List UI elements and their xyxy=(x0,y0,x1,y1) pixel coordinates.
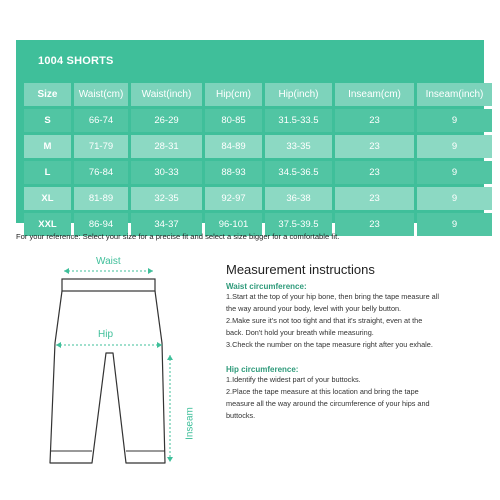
waist-instruction-line: 1.Start at the top of your hip bone, then bring the tape measure all xyxy=(226,292,439,301)
table-cell: 32-35 xyxy=(131,187,202,210)
table-cell: 92-97 xyxy=(205,187,262,210)
table-cell: 33-35 xyxy=(265,135,332,158)
table-cell: 9 xyxy=(417,213,492,236)
instructions-title: Measurement instructions xyxy=(226,262,375,277)
column-header: Inseam(inch) xyxy=(417,83,492,106)
column-header: Hip(inch) xyxy=(265,83,332,106)
table-cell: 23 xyxy=(335,109,414,132)
table-cell: 23 xyxy=(335,135,414,158)
table-cell-size: L xyxy=(24,161,71,184)
table-cell: 81-89 xyxy=(74,187,128,210)
table-cell: 37.5-39.5 xyxy=(265,213,332,236)
table-cell: 23 xyxy=(335,213,414,236)
hip-instruction-line: 2.Place the tape measure at this location and bring the tape xyxy=(226,387,419,396)
table-cell: 9 xyxy=(417,109,492,132)
waist-instruction-line: back. Don't hold your breath while measuring. xyxy=(226,328,374,337)
waist-instruction-line: the way around your body, level with your belly button. xyxy=(226,304,402,313)
column-header: Size xyxy=(24,83,71,106)
reference-note: For your reference: Select your size for a precise fit and select a size bigger for a comfortable fit. xyxy=(16,232,340,241)
table-cell-size: XL xyxy=(24,187,71,210)
table-cell: 88-93 xyxy=(205,161,262,184)
column-header: Inseam(cm) xyxy=(335,83,414,106)
hip-label: Hip xyxy=(98,329,114,340)
shorts-outline-icon xyxy=(40,250,210,485)
table-cell: 96-101 xyxy=(205,213,262,236)
table-cell: 9 xyxy=(417,187,492,210)
waist-label: Waist xyxy=(96,256,121,267)
table-cell: 9 xyxy=(417,161,492,184)
waist-heading: Waist circumference: xyxy=(226,282,307,291)
table-cell-size: S xyxy=(24,109,71,132)
table-cell: 66-74 xyxy=(74,109,128,132)
hip-instruction-line: measure all the way around the circumference of your hips and xyxy=(226,399,430,408)
size-chart-panel xyxy=(16,40,484,230)
hip-instruction-line: 1.Identify the widest part of your buttocks. xyxy=(226,375,361,384)
table-cell: 80-85 xyxy=(205,109,262,132)
waist-instruction-line: 3.Check the number on the tape measure right after you exhale. xyxy=(226,340,433,349)
table-cell: 86-94 xyxy=(74,213,128,236)
table-cell: 26-29 xyxy=(131,109,202,132)
table-cell: 84-89 xyxy=(205,135,262,158)
table-cell-size: M xyxy=(24,135,71,158)
column-header: Waist(inch) xyxy=(131,83,202,106)
table-cell: 71-79 xyxy=(74,135,128,158)
table-cell: 34.5-36.5 xyxy=(265,161,332,184)
table-cell: 9 xyxy=(417,135,492,158)
hip-instruction-line: buttocks. xyxy=(226,411,256,420)
hip-heading: Hip circumference: xyxy=(226,365,299,374)
table-cell-size: XXL xyxy=(24,213,71,236)
measurement-instructions xyxy=(226,262,488,422)
shorts-diagram xyxy=(40,250,210,485)
table-cell: 28-31 xyxy=(131,135,202,158)
size-table xyxy=(24,83,492,236)
table-cell: 34-37 xyxy=(131,213,202,236)
chart-title: 1004 SHORTS xyxy=(38,55,114,67)
column-header: Hip(cm) xyxy=(205,83,262,106)
table-cell: 76-84 xyxy=(74,161,128,184)
column-header: Waist(cm) xyxy=(74,83,128,106)
inseam-label: Inseam xyxy=(184,407,196,440)
table-cell: 30-33 xyxy=(131,161,202,184)
table-cell: 23 xyxy=(335,161,414,184)
waist-instruction-line: 2.Make sure it's not too tight and that it's straight, even at the xyxy=(226,316,423,325)
table-cell: 23 xyxy=(335,187,414,210)
table-cell: 31.5-33.5 xyxy=(265,109,332,132)
table-cell: 36-38 xyxy=(265,187,332,210)
